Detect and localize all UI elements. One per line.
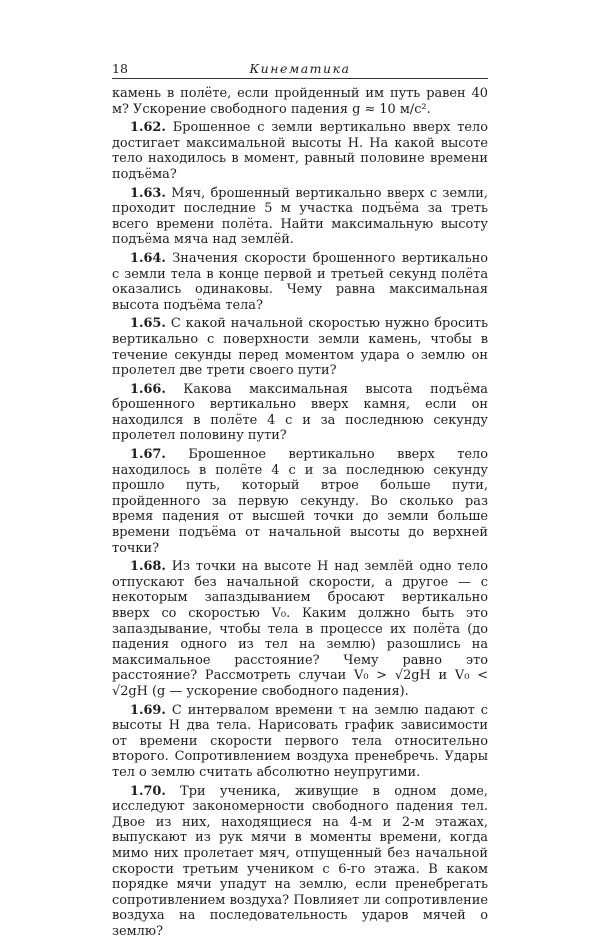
problem-number: 1.65.: [130, 316, 166, 332]
problem-number: 1.66.: [130, 381, 166, 397]
problem-1-64: [112, 251, 488, 313]
problem-text: Брошенное с земли вертикально вверх тело достигает максимальной высоты H. На какой высоте тело находилось в момент, равный половине времени подъёма?: [112, 120, 488, 182]
problem-number: 1.70.: [130, 783, 166, 799]
problem-1-67: [112, 447, 488, 556]
running-head: Кинематика: [249, 61, 351, 76]
problem-text: С какой начальной скоростью нужно бросить вертикально с поверхности земли камень, чтобы в течение секунды перед моментом удара о землю он пролетел две трети своего пути?: [112, 316, 488, 379]
problem-1-68: [112, 559, 488, 699]
problem-number: 1.69.: [130, 702, 166, 718]
problem-text: С интервалом времени τ на землю падают с высоты H два тела. Нарисовать график зависимости от времени скорости первого тела относительно второго. Сопротивлением воздуха пренебречь. Удары тел о землю считать абсолютно неупругими.: [112, 702, 488, 780]
problem-number: 1.68.: [130, 559, 166, 575]
page-number: 18: [112, 61, 128, 76]
problem-text: Брошенное вертикально вверх тело находилось в полёте 4 с и за последнюю секунду прошло путь, который втрое больше пути, пройденного за первую секунду. Во сколько раз время падения от высшей точки до земли больше времени подъёма от начальной высоты до верхней точки?: [112, 447, 488, 556]
problem-number: 1.62.: [130, 120, 166, 136]
problem-number: 1.64.: [130, 250, 166, 266]
problem-1-70: [112, 784, 488, 940]
problem-text: Три ученика, живущие в одном доме, исследуют закономерности свободного падения тел. Двое из них, находящиеся на 4-м и 2-м этажах, выпускают из рук мячи в моменты времени, когда мимо них пролетает мяч, отпущенный без начальной скорости третьим учеником с 6-го этажа. В каком порядке мячи упадут на землю, если пренебрегать сопротивлением воздуха? Повлияет ли сопротивление воздуха на последовательность ударов мячей о землю?: [112, 783, 488, 939]
problem-1-69: [112, 703, 488, 781]
problem-text: Какова максимальная высота подъёма брошенного вертикально вверх камня, если он находился в полёте 4 с и за последнюю секунду пролетел половину пути?: [112, 381, 488, 444]
problem-text: Значения скорости брошенного вертикально с земли тела в конце первой и третьей секунд полёта оказались одинаковы. Чему равна максимальная высота подъёма тела?: [112, 250, 488, 313]
problem-text: Мяч, брошенный вертикально вверх с земли, проходит последние 5 м участка подъёма за треть всего времени полёта. Найти максимальную высоту подъёма мяча над землёй.: [112, 185, 488, 248]
problem-1-62: [112, 120, 488, 182]
problem-1-65: [112, 316, 488, 378]
problem-1-66: [112, 382, 488, 444]
problem-continuation: [112, 86, 488, 117]
problem-text: Из точки на высоте H над землёй одно тело отпускают без начальной скорости, а другое — с некоторым запаздыванием бросают вертикально вверх со скоростью V₀. Каким должно быть это запаздывание, чтобы тела в процессе их полёта (до падения одного из тел на землю) разошлись на максимальное расстояние? Чему равно это расстояние? Рассмотреть случаи V₀ > √2gH и V₀ < √2gH (g — ускорение свободного падения).: [112, 559, 488, 699]
page-header: [112, 60, 488, 79]
problem-number: 1.67.: [130, 447, 166, 463]
problem-text: камень в полёте, если пройденный им путь равен 40 м? Ускорение свободного падения g ≈ 10 м/с².: [112, 86, 488, 117]
page-content: [112, 86, 488, 942]
problem-1-63: [112, 186, 488, 248]
problem-number: 1.63.: [130, 185, 166, 201]
